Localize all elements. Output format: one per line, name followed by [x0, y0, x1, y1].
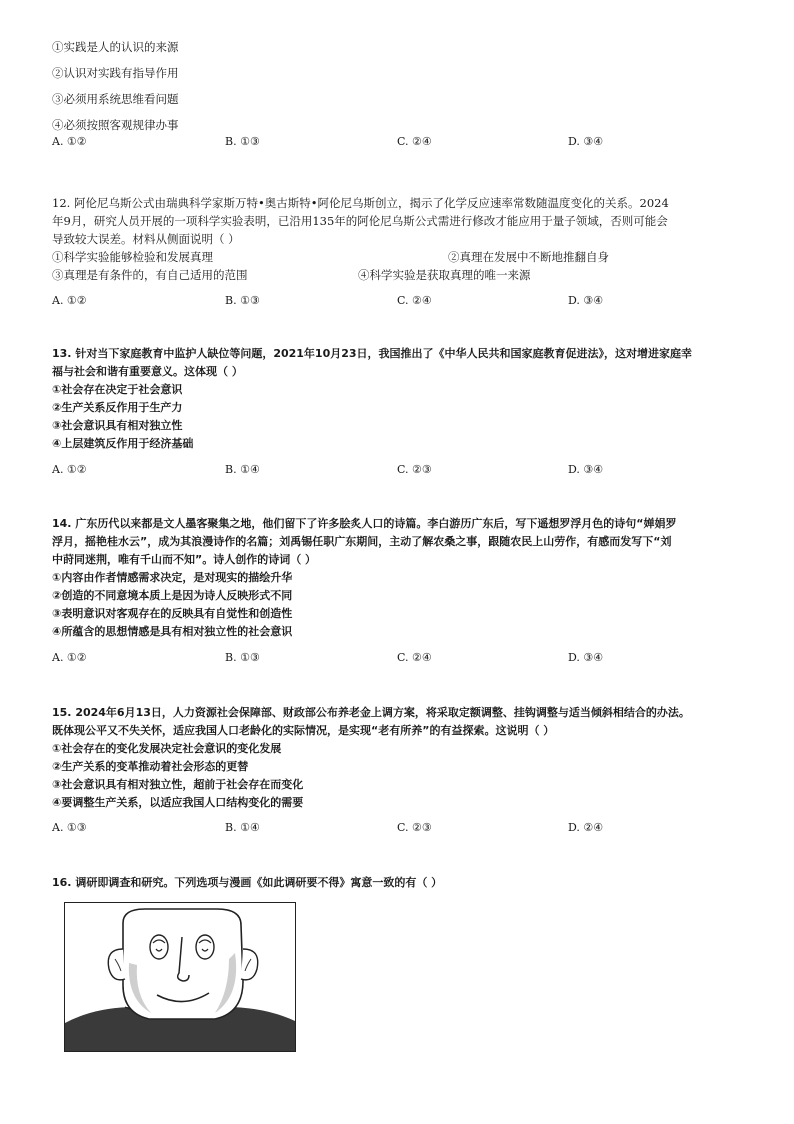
q14-item-1: ①内容由作者情感需求决定，是对现实的描绘升华: [52, 571, 293, 584]
q11-option-c[interactable]: C. ②④: [397, 135, 432, 148]
q11-item-4: ④必须按照客观规律办事: [52, 118, 179, 132]
q13-option-d[interactable]: D. ③④: [568, 463, 604, 476]
q13-option-a[interactable]: A. ①②: [52, 463, 87, 476]
q12-option-c[interactable]: C. ②④: [397, 294, 432, 307]
q11-option-a[interactable]: A. ①②: [52, 135, 87, 148]
q11-option-d[interactable]: D. ③④: [568, 135, 604, 148]
q11-item-1: ①实践是人的认识的来源: [52, 40, 179, 54]
q14-options: [52, 651, 752, 667]
q13-option-b[interactable]: B. ①④: [225, 463, 260, 476]
q13-item-1: ①社会存在决定于社会意识: [52, 383, 183, 396]
q12-item-3: ③真理是有条件的，有自己适用的范围: [52, 268, 248, 282]
q13-options: [52, 463, 752, 479]
q14-stem-line-2: 浮月，摇艳桂水云”，成为其浪漫诗作的名篇；刘禹锡任职广东期间，主动了解农桑之事，跟随农民上山劳作，有感而发写下“刘: [52, 535, 672, 548]
q12-option-a[interactable]: A. ①②: [52, 294, 87, 307]
q12-stem-line-1: 12. 阿伦尼乌斯公式由瑞典科学家斯万特•奥古斯特•阿伦尼乌斯创立，揭示了化学反应速率常数随温度变化的关系。2024: [52, 196, 669, 210]
q15-stem-line-1: 15. 2024年6月13日，人力资源社会保障部、财政部公布养老金上调方案，将采取定额调整、挂钩调整与适当倾斜相结合的办法。: [52, 706, 690, 719]
q11-option-b[interactable]: B. ①③: [225, 135, 260, 148]
q12-option-d[interactable]: D. ③④: [568, 294, 604, 307]
q12-stem-line-2: 年9月，研究人员开展的一项科学实验表明，已沿用135年的阿伦尼乌斯公式需进行修改才能应用于量子领域，否则可能会: [52, 214, 668, 228]
q13-item-3: ③社会意识具有相对独立性: [52, 419, 183, 432]
q14-item-2: ②创造的不同意境本质上是因为诗人反映形式不同: [52, 589, 293, 602]
q14-option-d[interactable]: D. ③④: [568, 651, 604, 664]
q11-item-3: ③必须用系统思维看问题: [52, 92, 179, 106]
q14-option-a[interactable]: A. ①②: [52, 651, 87, 664]
q15-item-4: ④要调整生产关系，以适应我国人口结构变化的需要: [52, 796, 304, 809]
q15-item-3: ③社会意识具有相对独立性，超前于社会存在而变化: [52, 778, 304, 791]
q15-option-d[interactable]: D. ②④: [568, 821, 604, 834]
q13-option-c[interactable]: C. ②③: [397, 463, 432, 476]
q13-item-4: ④上层建筑反作用于经济基础: [52, 437, 194, 450]
q14-option-c[interactable]: C. ②④: [397, 651, 432, 664]
q13-item-2: ②生产关系反作用于生产力: [52, 401, 183, 414]
q15-item-2: ②生产关系的变革推动着社会形态的更替: [52, 760, 249, 773]
q14-item-4: ④所蕴含的思想情感是具有相对独立性的社会意识: [52, 625, 293, 638]
q12-options: [52, 294, 752, 310]
q13-stem-line-2: 福与社会和谐有重要意义。这体现（ ）: [52, 365, 243, 378]
q16-stem: 16. 调研即调查和研究。下列选项与漫画《如此调研要不得》寓意一致的有（ ）: [52, 876, 443, 889]
q15-option-a[interactable]: A. ①③: [52, 821, 87, 834]
q12-option-b[interactable]: B. ①③: [225, 294, 260, 307]
q15-option-c[interactable]: C. ②③: [397, 821, 432, 834]
q14-option-b[interactable]: B. ①③: [225, 651, 260, 664]
q15-item-1: ①社会存在的变化发展决定社会意识的变化发展: [52, 742, 282, 755]
q15-stem-line-2: 既体现公平又不失关怀，适应我国人口老龄化的实际情况，是实现“老有所养”的有益探索。这说明（ ）: [52, 724, 555, 737]
q12-stem-line-3: 导致较大误差。材料从侧面说明（ ）: [52, 232, 240, 246]
q14-stem-line-3: 中莳同迷荆，唯有千山而不知”。诗人创作的诗词（ ）: [52, 553, 317, 566]
q14-item-3: ③表明意识对客观存在的反映具有自觉性和创造性: [52, 607, 293, 620]
cartoon-illustration: [64, 902, 296, 1052]
q11-options: [52, 135, 752, 151]
q13-stem-line-1: 13. 针对当下家庭教育中监护人缺位等问题，2021年10月23日，我国推出了《中华人民共和国家庭教育促进法》，这对增进家庭幸: [52, 347, 693, 360]
q14-stem-line-1: 14. 广东历代以来都是文人墨客聚集之地，他们留下了许多脍炙人口的诗篇。李白游历广东后，写下遥想罗浮月色的诗句“婵娟罗: [52, 517, 677, 530]
q12-item-4: ④科学实验是获取真理的唯一来源: [358, 268, 531, 282]
cartoon-face-drawing: [65, 903, 295, 1051]
q15-options: [52, 821, 752, 837]
q12-item-2: ②真理在发展中不断地推翻自身: [448, 250, 609, 264]
q15-option-b[interactable]: B. ①④: [225, 821, 260, 834]
q12-item-1: ①科学实验能够检验和发展真理: [52, 250, 213, 264]
q11-item-2: ②认识对实践有指导作用: [52, 66, 179, 80]
